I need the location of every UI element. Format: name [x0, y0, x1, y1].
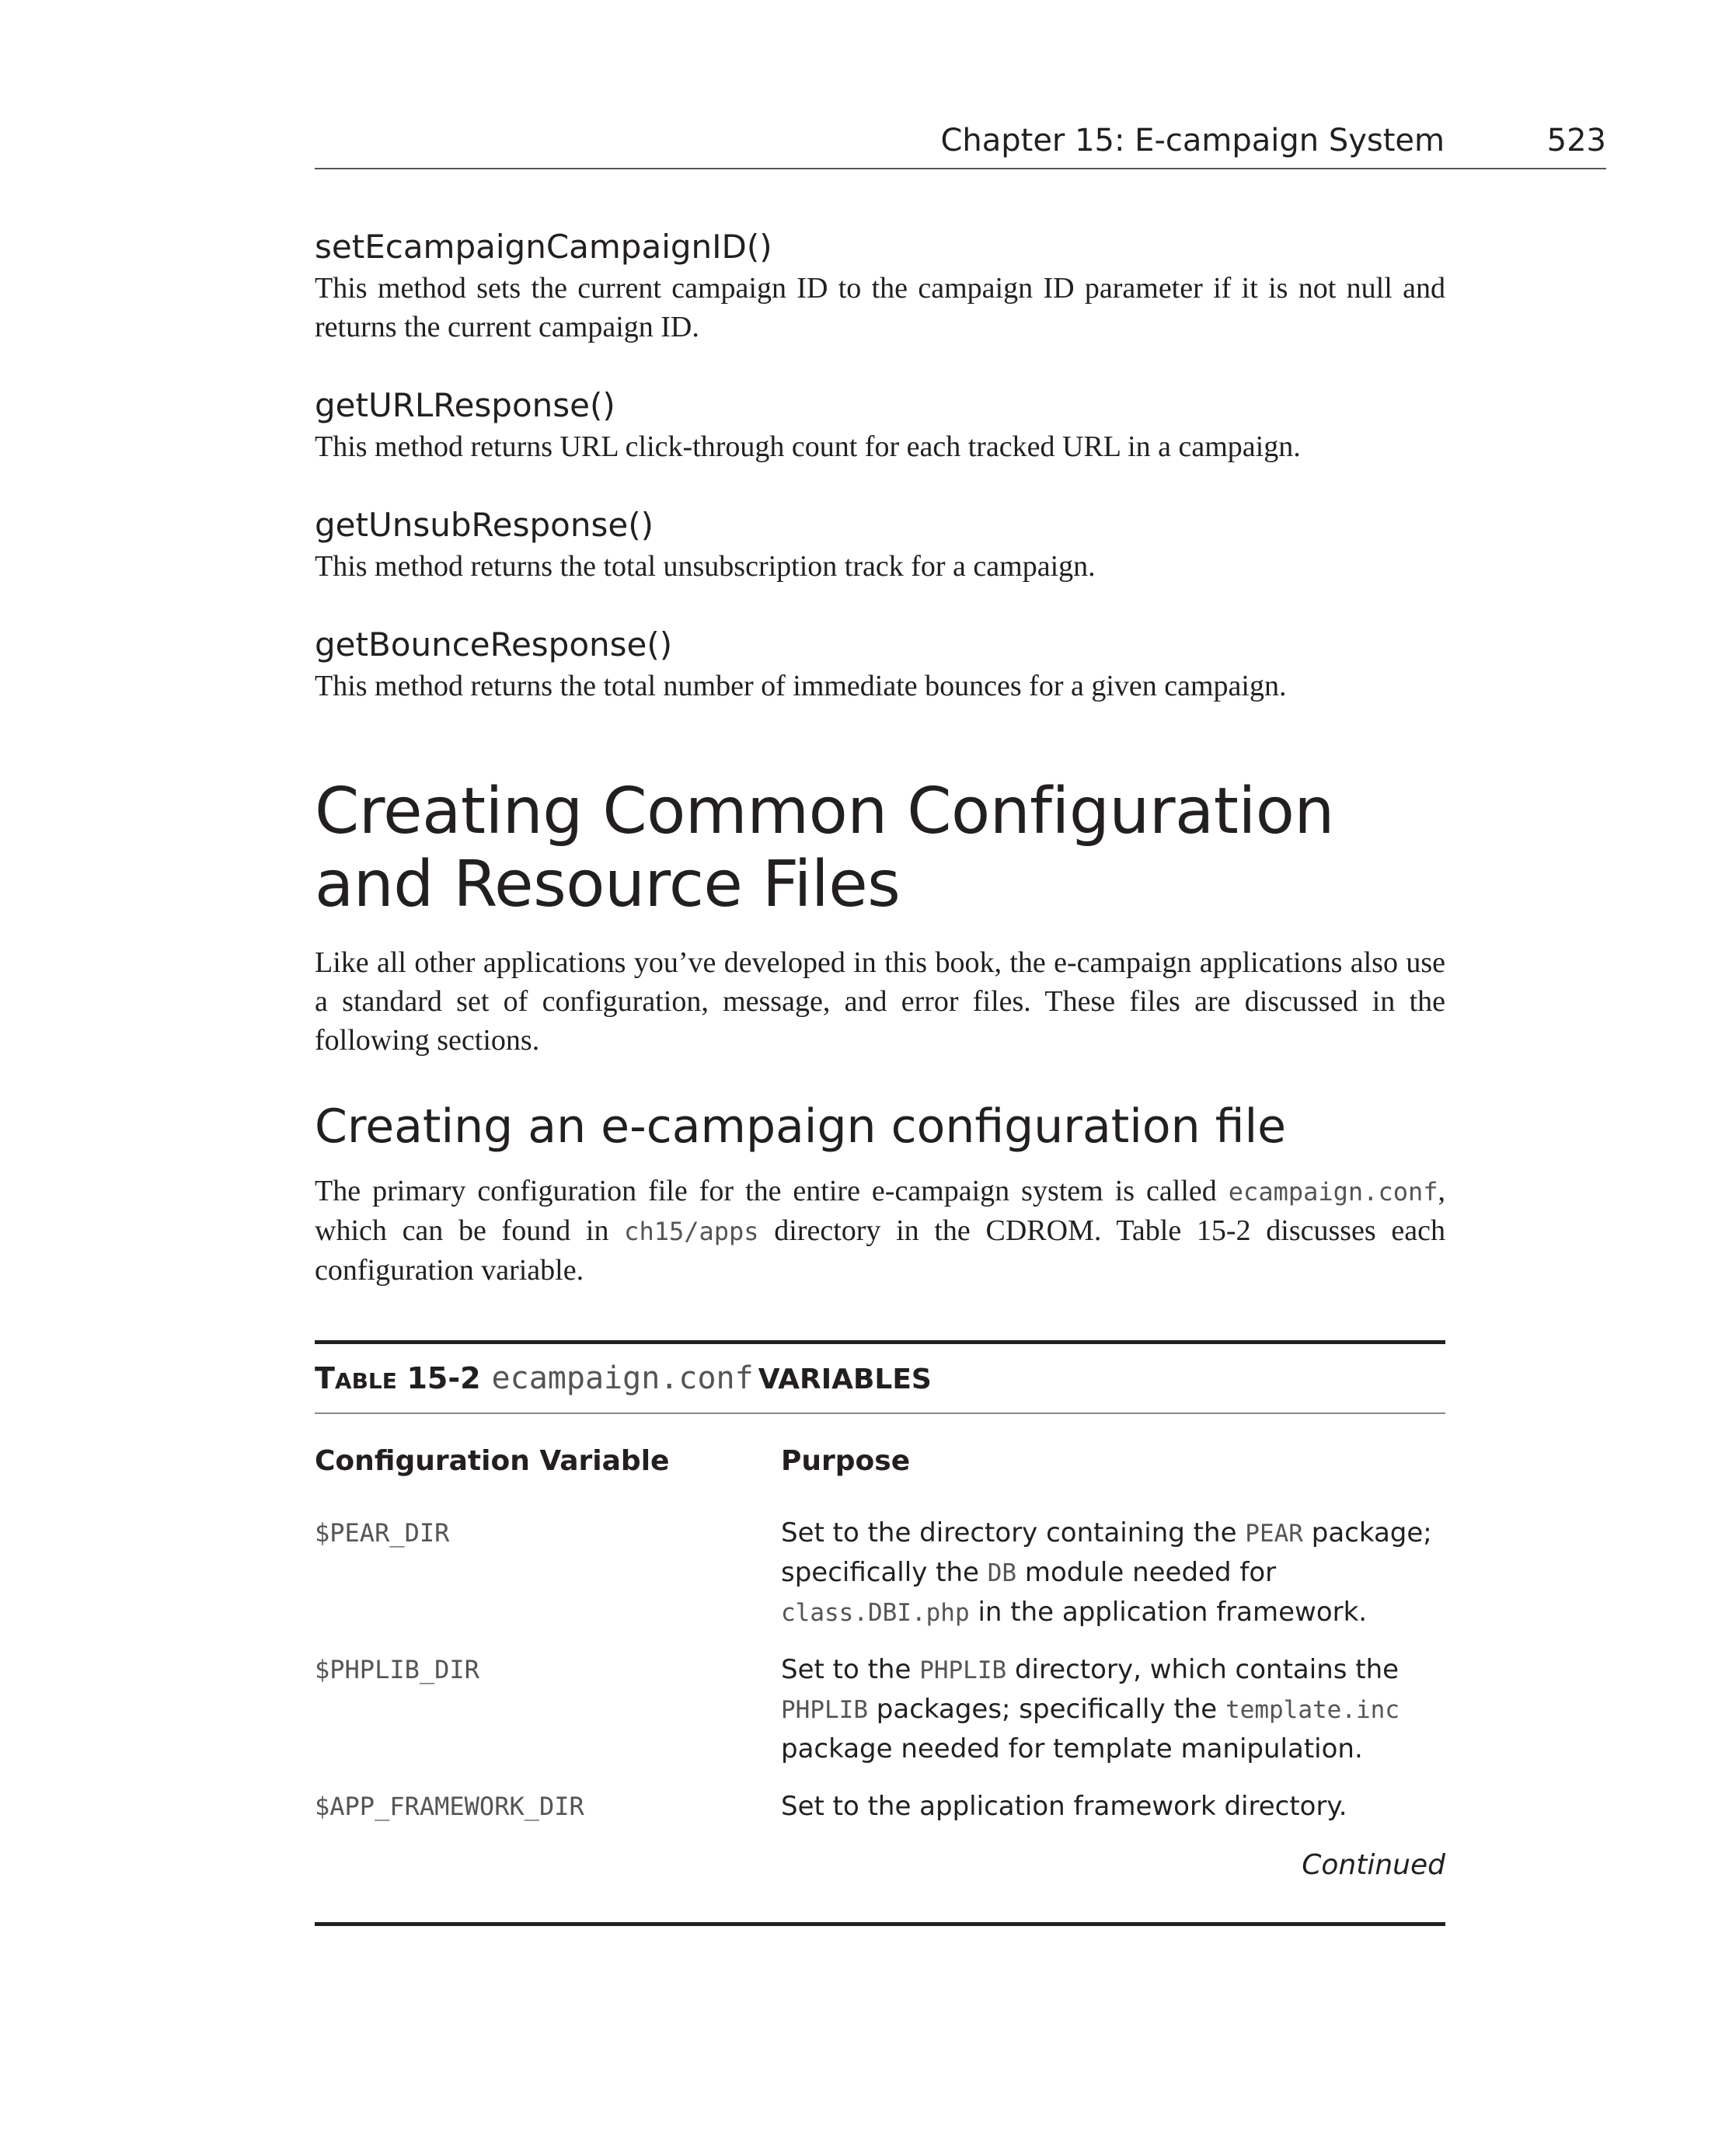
table-bottom-rule [315, 1922, 1445, 1926]
table-caption [315, 1344, 1445, 1414]
method-entry [315, 384, 1445, 466]
table-caption-suffix: VARIABLES [758, 1364, 932, 1395]
method-name: getUnsubResponse() [315, 506, 654, 544]
inline-code: template.inc [1225, 1696, 1400, 1724]
subsection-paragraph [315, 1172, 1445, 1290]
text-run: The primary configuration file for the entire e-campaign system is called [315, 1175, 1229, 1207]
section-heading [315, 775, 1445, 921]
method-entry [315, 225, 1445, 347]
method-name: setEcampaignCampaignID() [315, 228, 772, 266]
page-number: 523 [1546, 123, 1606, 158]
body-column [315, 225, 1445, 1290]
inline-code: class.DBI.php [781, 1599, 970, 1627]
table-continued-note: Continued [1302, 1849, 1445, 1881]
method-entry [315, 623, 1445, 705]
config-table [315, 1340, 1445, 1926]
running-header [315, 117, 1606, 169]
method-description: This method returns the total unsubscription track for a campaign. [315, 550, 1096, 583]
variable-purpose: Set to the PHPLIB directory, which contains the PHPLIB packages; specifically the template.inc package needed for template manipulation. [781, 1654, 1400, 1764]
inline-code-directory: ch15/apps [624, 1217, 759, 1246]
variable-purpose: Set to the application framework directory. [781, 1791, 1347, 1822]
chapter-title: Chapter 15: E-campaign System [940, 123, 1445, 158]
inline-code: PHPLIB [781, 1696, 868, 1724]
method-name: getBounceResponse() [315, 625, 673, 664]
inline-code: DB [987, 1559, 1017, 1587]
text-run: directory in the CDROM. Table 15-2 discusses each configuration variable. [315, 1214, 1445, 1287]
method-description: This method returns URL click-through count for each tracked URL in a campaign. [315, 430, 1301, 463]
text-run: , which can be found in [315, 1175, 1445, 1247]
table-label: TABLE 15-2 [315, 1361, 481, 1395]
table-row [315, 1650, 1445, 1787]
method-description: This method sets the current campaign ID to the campaign ID parameter if it is not null and returns the current campaign ID. [315, 272, 1445, 343]
subsection-heading: Creating an e-campaign configuration file [315, 1099, 1287, 1154]
method-name: getURLResponse() [315, 386, 615, 424]
table-filename: ecampaign.conf [491, 1360, 754, 1396]
column-header-purpose: Purpose [781, 1445, 911, 1477]
section-heading-line-1: Creating Common Configuration [315, 775, 1334, 848]
table-row [315, 1513, 1445, 1650]
config-variable: $PEAR_DIR [315, 1518, 450, 1548]
inline-code-filename: ecampaign.conf [1228, 1177, 1438, 1207]
table-header-row [315, 1414, 1445, 1513]
variable-purpose: Set to the directory containing the PEAR package; specifically the DB module needed for class.DBI.php in the application framework. [781, 1517, 1432, 1628]
config-variable: $APP_FRAMEWORK_DIR [315, 1792, 584, 1821]
inline-code: PEAR [1245, 1520, 1303, 1548]
method-description: This method returns the total number of immediate bounces for a given campaign. [315, 670, 1287, 702]
inline-code: PHPLIB [919, 1656, 1007, 1684]
section-intro-paragraph: Like all other applications you’ve developed in this book, the e-campaign applications also use a standard set of configuration, message, and error files. These files are discussed in the following sections. [315, 946, 1445, 1057]
section-heading-line-2: and Resource Files [315, 848, 901, 921]
config-variable: $PHPLIB_DIR [315, 1655, 479, 1684]
column-header-variable: Configuration Variable [315, 1445, 670, 1477]
table-row [315, 1787, 1445, 1846]
method-entry [315, 503, 1445, 586]
